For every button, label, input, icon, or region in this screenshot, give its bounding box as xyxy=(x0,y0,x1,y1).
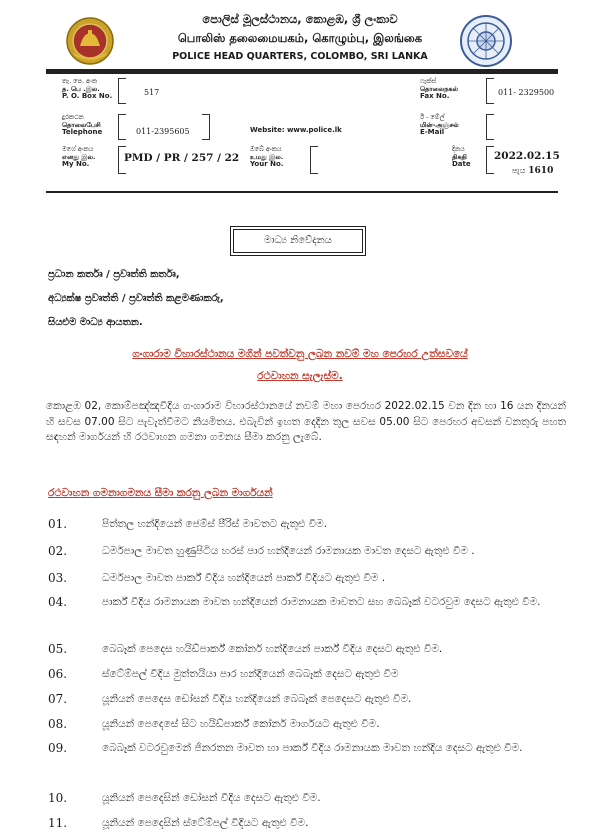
fax-label: ෆැක්ස් தொலைநகல் Fax No. xyxy=(420,77,458,101)
telephone-bracket-right xyxy=(202,114,210,140)
list-item-text: ධර්මපාල මාවත හුණුපිටිය හරස් පාර හන්දියෙන් රාමනායක මාවත දෙසට ඇතුළු වීම . xyxy=(102,545,475,557)
fax-bracket xyxy=(486,78,494,104)
list-item-text: යූනියන් පෙදෙසින් ඩෝසන් වීදිය දෙසට ඇතුළු වීම. xyxy=(102,792,321,804)
list-item-number: 09. xyxy=(48,741,68,755)
email-label: ඊ - මේල් மின்-அஞ்சல் E-Mail xyxy=(420,113,459,137)
website-label: Website: xyxy=(250,126,285,134)
your-no-label: ඔබේ අංකය உமது இல. Your No. xyxy=(250,145,284,169)
telephone-bracket-left xyxy=(118,114,126,140)
telephone-value: 011-2395605 xyxy=(136,127,190,136)
list-item-number: 02. xyxy=(48,544,68,558)
list-item-number: 01. xyxy=(48,517,68,531)
po-box-bracket xyxy=(118,78,126,104)
email-bracket xyxy=(486,114,494,140)
website-block xyxy=(250,127,342,135)
date-value: 2022.02.15 xyxy=(494,150,560,162)
list-item-text: ස්ටේම්පල් වීදිය මුත්තයියා පාර හන්දියෙන් බෙබෑක් දෙසට ඇතුළු වීම xyxy=(102,668,399,680)
list-item-number: 04. xyxy=(48,595,68,609)
list-item-text: පිත්තල හන්දියෙන් ජෙම්ස් පීරිස් මාවතට ඇතුළු වීම. xyxy=(102,518,328,530)
header-title-sinhala: පොලිස් මූලස්ථානය, කොළඹ, ශ්‍රී ලංකාව xyxy=(202,12,398,26)
time-label: පැය xyxy=(512,166,526,175)
list-item-text: යූනියන් පෙදෙස ඩෝසන් වීදිය හන්දියෙන් බෙබෑක් පෙදෙසට ඇතුළු වීම. xyxy=(102,693,412,705)
routes-heading: රථවාහන ගමනාගමනය සීමා කරනු ලබන මාර්ගයන් xyxy=(48,487,273,499)
list-item-text: බෙබෑක් වටරවුමෙන් ජිනරතන මාවත හා පාර්ක් වීදිය රාමනායක මාවත හන්දිය දෙසට ඇතුළු වීම. xyxy=(102,742,523,754)
header-title-tamil: பொலிஸ் தலைமையகம், கொழும்பு, இலங்கை xyxy=(177,31,423,45)
list-item-number: 11. xyxy=(48,816,68,830)
po-box-label: තැ. පෙ. අංක த. பெ .இல. P. O. Box No. xyxy=(62,77,113,101)
document-title: මාධ්‍ය නිවේදනය xyxy=(233,229,363,253)
time-block xyxy=(512,166,553,176)
time-value: 1610 xyxy=(528,166,554,176)
fax-value: 011- 2329500 xyxy=(498,88,555,97)
list-item-number: 03. xyxy=(48,571,68,585)
header-divider xyxy=(46,69,558,74)
list-item-number: 06. xyxy=(48,667,68,681)
body-paragraph: කොළඹ 02, කොම්පඤ්ඤවීදිය ගංගාරාම විහාරස්ථානයේ නවම් මහා පෙරහර 2022.02.15 වන දින හා 16 යන දිනයන් හි සවස 07.00 සිට පැවැත්වීමට නියමිතය. එබැවින් ඉහත දෙදින තුල සවස 05.00 සිට පෙරහර අවසන් වනතුරු පහත සඳහන් මාර්ගයන් හි රථවාහන ගමනා ගමනය සීමා කරනු ලැබේ. xyxy=(46,400,566,443)
your-no-bracket xyxy=(310,146,318,174)
list-item-number: 07. xyxy=(48,692,68,706)
po-box-value: 517 xyxy=(144,88,160,97)
reference-divider xyxy=(46,191,558,193)
list-item-text: පාර්ක් වීදිය රාමනායක මාවත හන්දියෙන් රාමනායක මාවතට සහ බෙබෑක් වටරවුම දෙසට ඇතුළු වීම. xyxy=(102,596,541,608)
subject-line-2: රථවාහන සැලැස්ම. xyxy=(257,370,343,382)
list-item-number: 05. xyxy=(48,642,68,656)
header-title-english: POLICE HEAD QUARTERS, COLOMBO, SRI LANKA xyxy=(172,51,428,62)
list-item-text: යූනියන් පෙදෙසින් ස්ටේම්පල් වීදියට ඇතුළු වීම. xyxy=(102,817,309,829)
recipient-line-3: සියළුම මාධ්‍ය ආයතන. xyxy=(48,317,143,328)
telephone-label: දුරකථන தொலைபேசி Telephone xyxy=(62,113,103,137)
my-no-label: මගේ අංකය எனது இல. My No. xyxy=(62,145,96,169)
list-item-number: 10. xyxy=(48,791,68,805)
my-no-value: PMD / PR / 257 / 22 xyxy=(124,152,240,164)
website-value[interactable]: www.police.lk xyxy=(286,126,342,134)
date-bracket xyxy=(486,146,494,174)
subject-line-1: ගංගාරාම විහාරස්ථානය මගින් පවත්වනු ලබන නවම් මහ පෙරහර උත්සවයේ xyxy=(132,348,468,360)
list-item-text: යූනියන් පෙදෙසේ සිට හයිඩ්පාර්ක් කෝනර් මාර්ගයට ඇතුළු වීම. xyxy=(102,718,380,730)
list-item-text: බෙබෑක් පෙදෙස හයිඩ්පාර්ක් කෝනර් හන්දියෙන් පාර්ක් වීදිය දෙසට ඇතුළු වීම. xyxy=(102,643,443,655)
list-item-number: 08. xyxy=(48,717,68,731)
list-item-text: ධර්මපාල මාවත පාර්ක් වීදිය හන්දියෙන් පාර්ක් වීදියට ඇතුළු වීම . xyxy=(102,572,386,584)
date-label: දිනය திகதி Date xyxy=(452,145,471,169)
recipient-line-1: ප්‍රධාන කර්තෘ / ප්‍රවෘත්ති කර්තෘ, xyxy=(48,269,180,280)
recipient-line-2: අධ්‍යක්ෂ ප්‍රවෘත්ති / ප්‍රවෘත්ති කළමණාකරු, xyxy=(48,293,224,304)
